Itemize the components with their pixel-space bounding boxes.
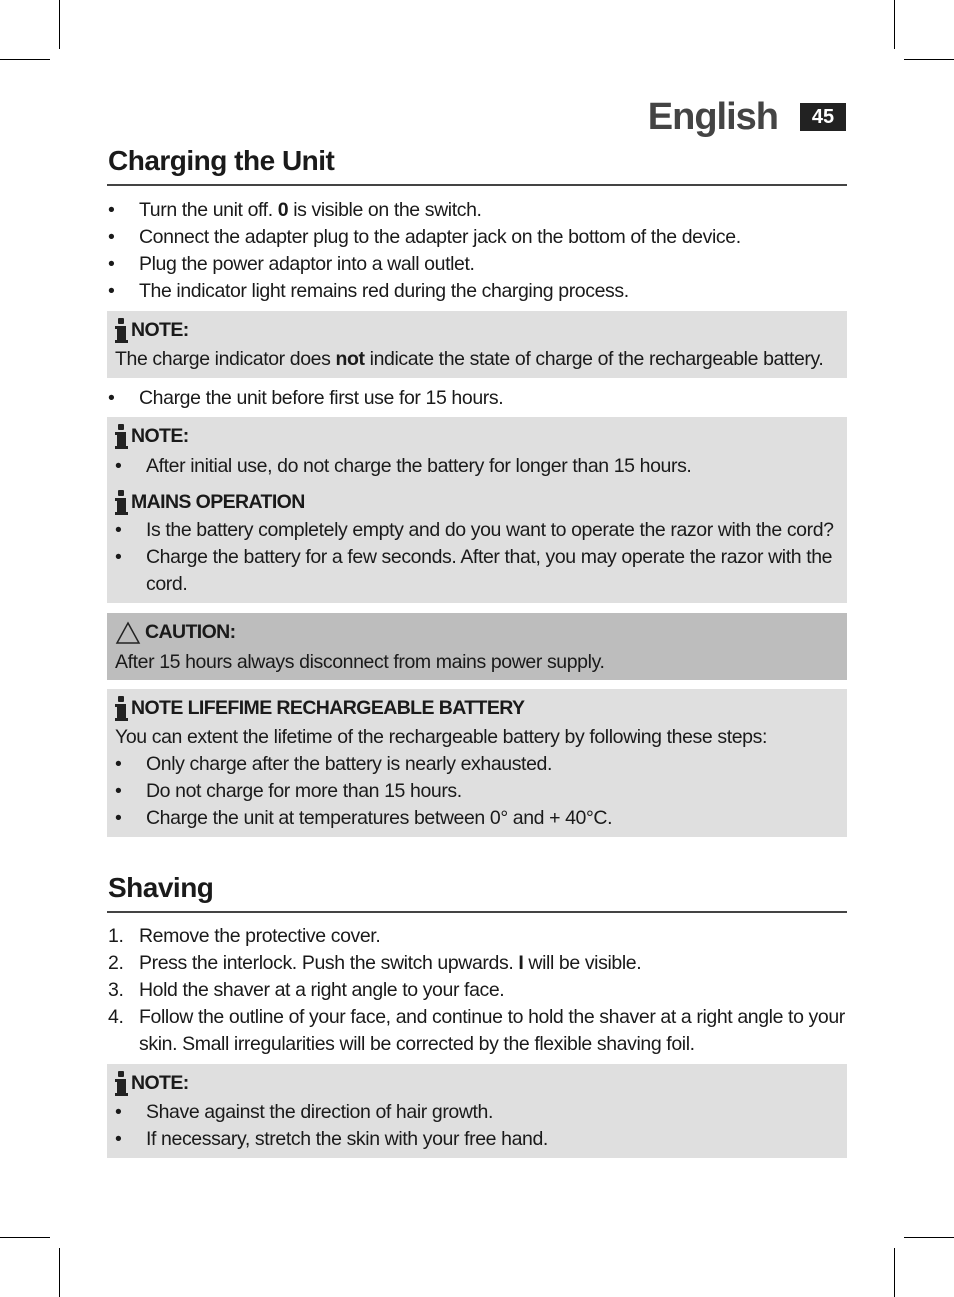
text: Only charge after the battery is nearly exhausted.: [146, 753, 552, 775]
note-intro: You can extent the lifetime of the rechargeable battery by following these steps:: [115, 726, 767, 748]
bullet: •: [108, 387, 115, 409]
bullet: •: [115, 753, 122, 775]
note-box: [107, 311, 847, 378]
crop-mark: [894, 1248, 895, 1297]
bullet: •: [115, 807, 122, 829]
text: Do not charge for more than 15 hours.: [146, 780, 462, 802]
info-icon: [115, 696, 127, 722]
note-box: [107, 689, 847, 837]
note-text: The charge indicator does not indicate the state of charge of the rechargeable battery.: [115, 348, 824, 370]
text: The indicator light remains red during the charging process.: [139, 280, 629, 302]
note-box: [107, 417, 847, 603]
warning-icon: [115, 621, 141, 645]
text: Hold the shaver at a right angle to your face.: [139, 979, 505, 1001]
bullet: •: [115, 519, 122, 541]
note-box: [107, 1064, 847, 1158]
crop-mark: [59, 1248, 60, 1297]
bullet: •: [108, 253, 115, 275]
caution-box: [107, 613, 847, 680]
bullet: •: [108, 199, 115, 221]
text: will be visible.: [523, 952, 642, 974]
text: is visible on the switch.: [288, 199, 482, 221]
crop-mark: [904, 1237, 954, 1238]
text-bold: 0: [277, 199, 289, 221]
info-icon: [115, 490, 127, 516]
caution-text: After 15 hours always disconnect from mains power supply.: [115, 651, 605, 673]
section-rule: [107, 184, 847, 186]
page-number: 45: [800, 103, 846, 131]
note-heading-text: NOTE:: [131, 425, 189, 447]
caution-heading-text: CAUTION:: [145, 621, 236, 643]
info-icon: [115, 318, 127, 344]
note-heading: [115, 317, 189, 344]
step-number: 1.: [108, 925, 124, 947]
mains-heading: [115, 489, 305, 516]
bullet: •: [115, 546, 122, 568]
section-title-charging: Charging the Unit: [108, 145, 335, 176]
info-icon: [115, 1071, 127, 1097]
text: Charge the battery for a few seconds. After that, you may operate the razor with the: [146, 546, 833, 568]
note-heading-text: NOTE:: [131, 1072, 189, 1094]
step-number: 4.: [108, 1006, 124, 1028]
text: Connect the adapter plug to the adapter jack on the bottom of the device.: [139, 226, 741, 248]
note-heading: [115, 695, 524, 722]
bullet: •: [115, 1128, 122, 1150]
crop-mark: [0, 1237, 50, 1238]
bullet: •: [115, 455, 122, 477]
note-heading: [115, 1070, 189, 1097]
section-title-shaving: Shaving: [108, 872, 214, 903]
mains-heading-text: MAINS OPERATION: [131, 491, 305, 513]
text: Press the interlock. Push the switch upwards.: [139, 952, 519, 974]
bullet: •: [115, 1101, 122, 1123]
note-heading: [115, 423, 189, 450]
info-icon: [115, 424, 127, 450]
text: After initial use, do not charge the battery for longer than 15 hours.: [146, 455, 692, 477]
bullet: •: [115, 780, 122, 802]
text: Charge the unit at temperatures between 0° and + 40°C.: [146, 807, 613, 829]
text: Plug the power adaptor into a wall outlet.: [139, 253, 475, 275]
text: Is the battery completely empty and do you want to operate the razor with the cord?: [146, 519, 834, 541]
note-heading-text: NOTE:: [131, 319, 189, 341]
text-bold: I: [518, 952, 524, 974]
crop-mark: [0, 59, 50, 60]
text: Shave against the direction of hair growth.: [146, 1101, 494, 1123]
text: cord.: [146, 573, 188, 595]
crop-mark: [894, 0, 895, 49]
caution-heading: [115, 619, 236, 646]
step-number: 2.: [108, 952, 124, 974]
crop-mark: [59, 0, 60, 49]
step-number: 3.: [108, 979, 124, 1001]
text: skin. Small irregularities will be corrected by the flexible shaving foil.: [139, 1033, 695, 1055]
text: Follow the outline of your face, and continue to hold the shaver at a right angle to your: [139, 1006, 845, 1028]
language-label: English: [647, 96, 778, 138]
text: Remove the protective cover.: [139, 925, 381, 947]
text: If necessary, stretch the skin with your free hand.: [146, 1128, 548, 1150]
section-rule: [107, 911, 847, 913]
bullet: •: [108, 226, 115, 248]
text: Charge the unit before first use for 15 hours.: [139, 387, 504, 409]
crop-mark: [904, 59, 954, 60]
text: Turn the unit off.: [139, 199, 278, 221]
note-heading-text: NOTE LIFEFIME RECHARGEABLE BATTERY: [131, 697, 525, 719]
bullet: •: [108, 280, 115, 302]
